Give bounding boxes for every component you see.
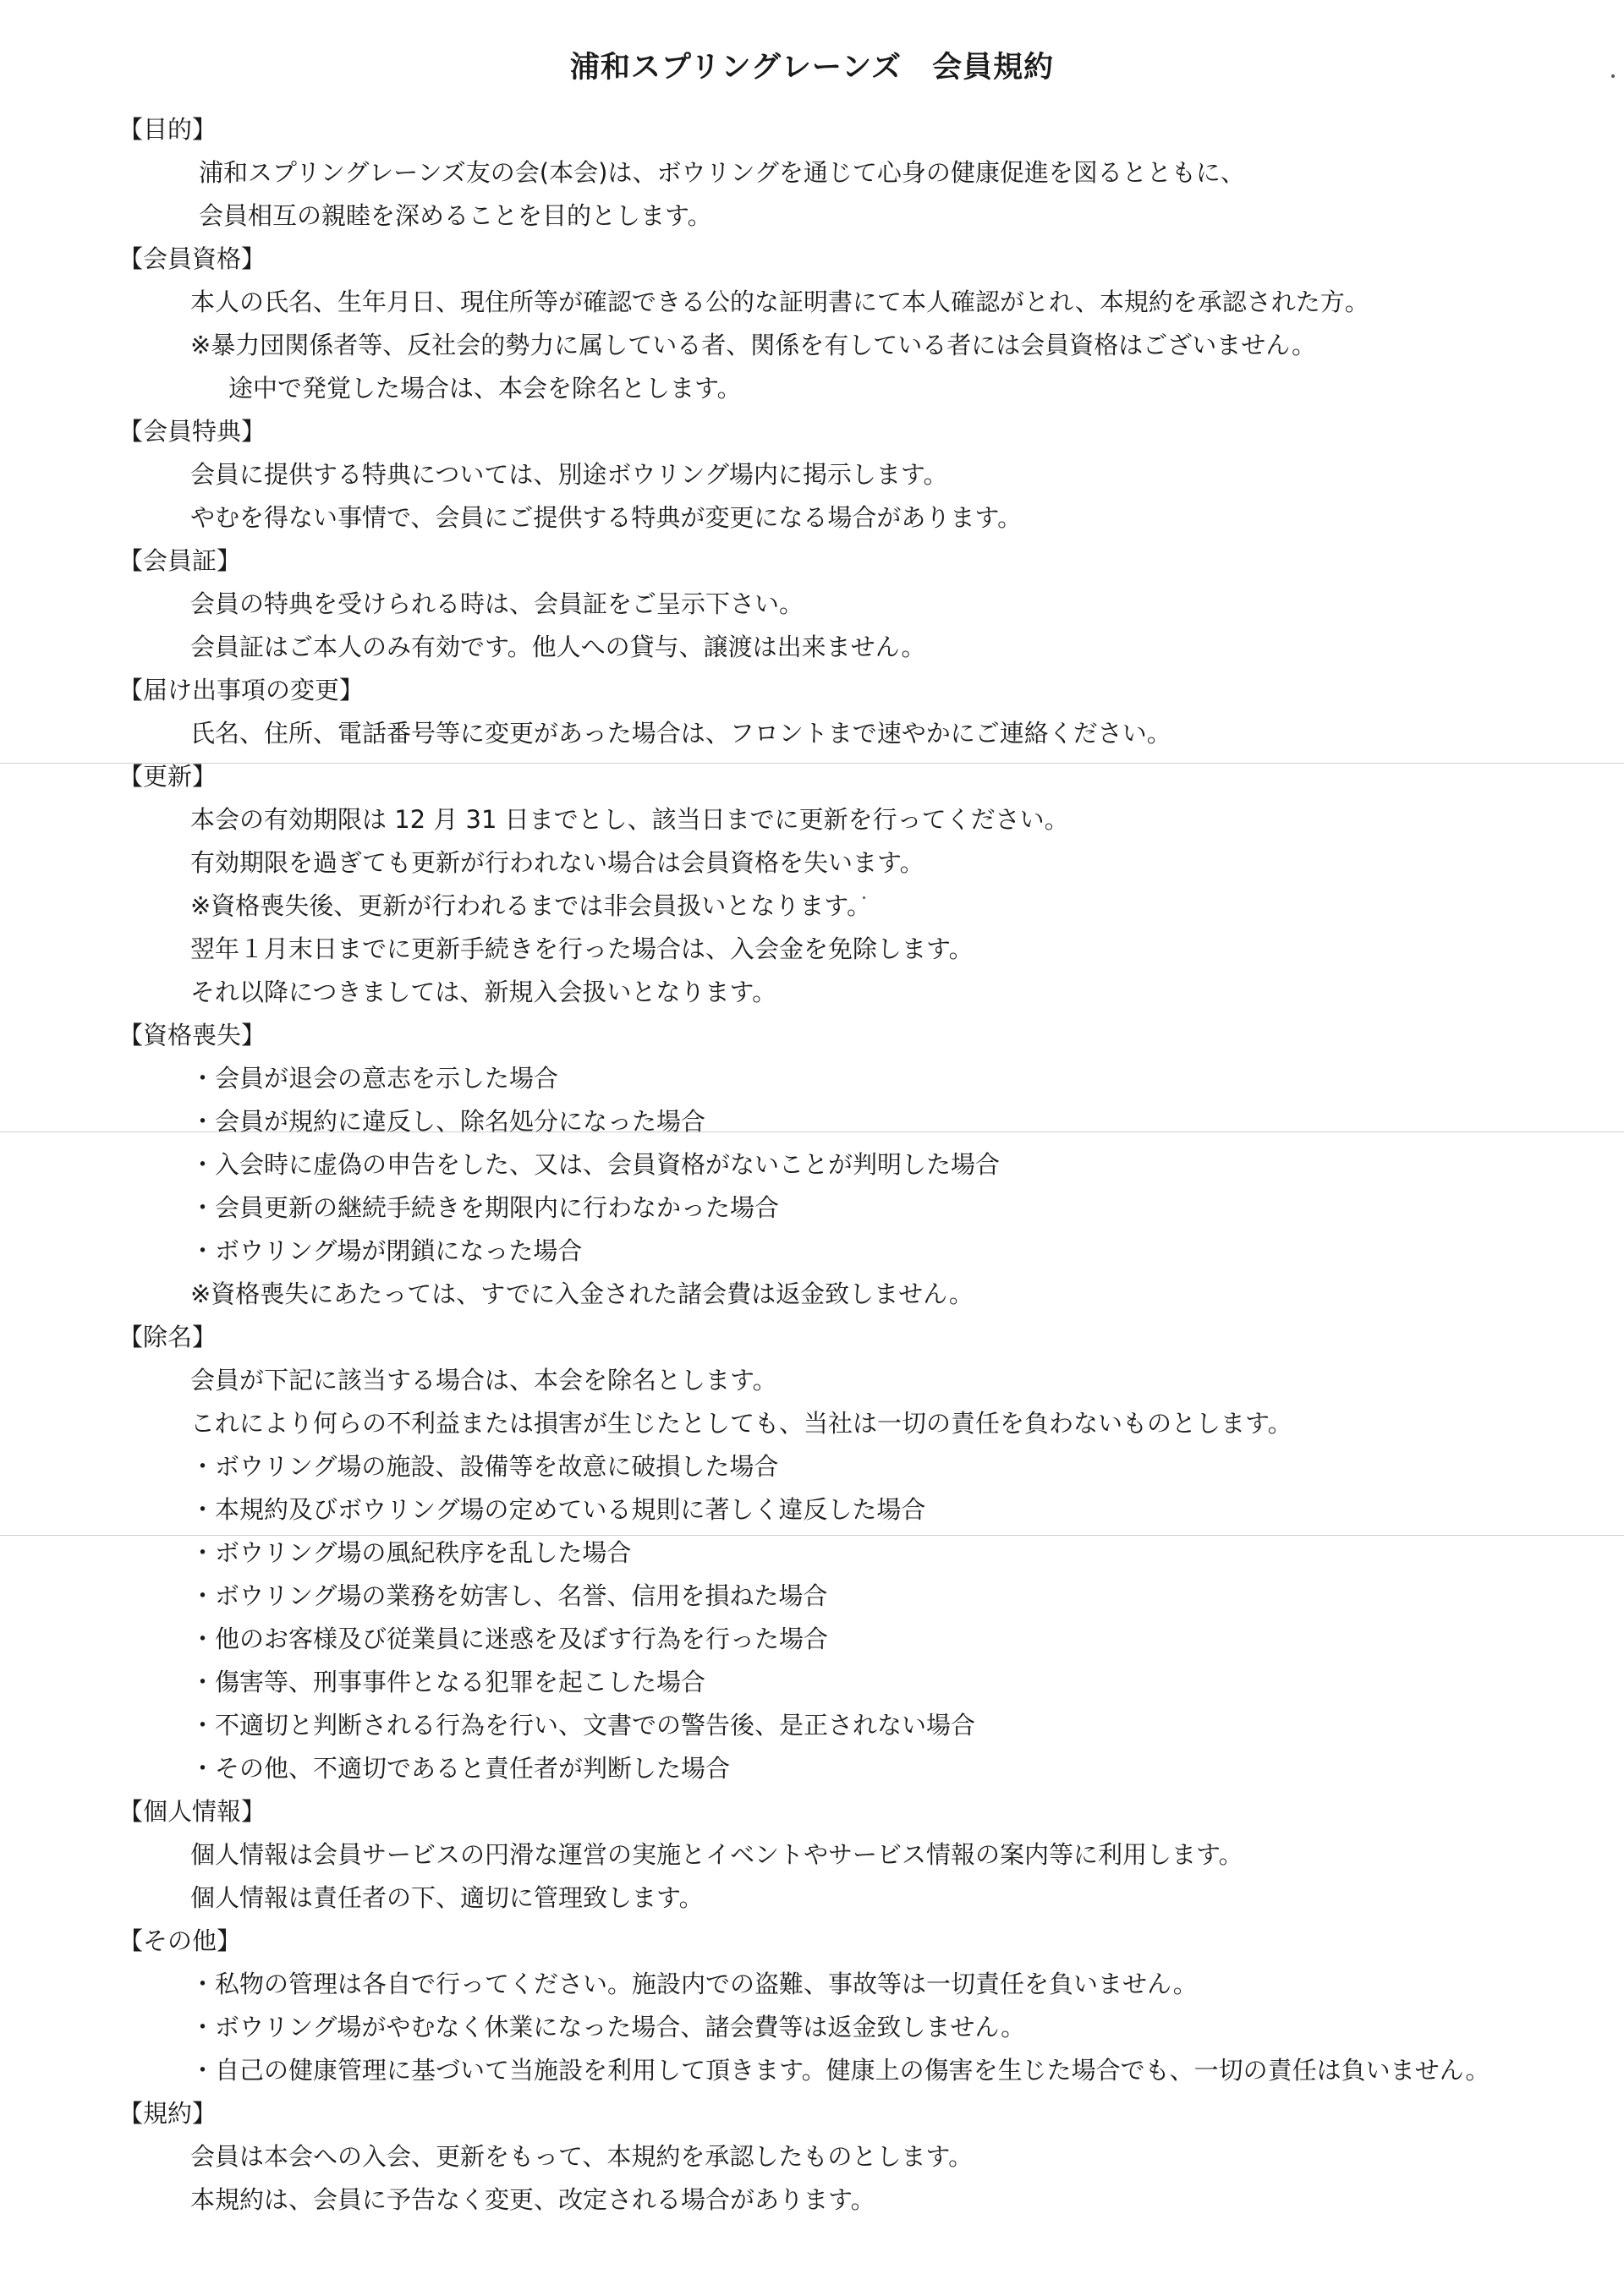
paragraph-line: 有効期限を過ぎても更新が行われない場合は会員資格を失います。 xyxy=(190,848,924,877)
section xyxy=(118,108,1573,238)
paragraph-line: 会員に提供する特典については、別途ボウリング場内に掲示します。 xyxy=(190,460,948,489)
section-heading: 【除名】 xyxy=(118,1323,217,1351)
section xyxy=(118,2092,1573,2222)
list-item: ・ボウリング場が閉鎖になった場合 xyxy=(190,1236,583,1265)
paragraph-line: 本人の氏名、生年月日、現住所等が確認できる公的な証明書にて本人確認がとれ、本規約を承認された方。 xyxy=(190,288,1369,316)
paragraph-line: 翌年１月末日までに更新手続きを行った場合は、入会金を免除します。 xyxy=(190,934,974,963)
list-item: ・私物の管理は各自で行ってください。施設内での盗難、事故等は一切責任を負いません。 xyxy=(190,1970,1198,1998)
section xyxy=(118,1014,1573,1316)
paragraph-line: ※資格喪失にあたっては、すでに入金された諸会費は返金致しません。 xyxy=(190,1280,974,1308)
paragraph-line: 個人情報は責任者の下、適切に管理致します。 xyxy=(190,1883,704,1912)
list-item: ・ボウリング場の施設、設備等を故意に破損した場合 xyxy=(190,1452,779,1481)
paragraph-line: ※資格喪失後、更新が行われるまでは非会員扱いとなります。 xyxy=(190,891,871,920)
section xyxy=(118,410,1573,540)
list-item: ・会員更新の継続手続きを期限内に行わなかった場合 xyxy=(190,1193,780,1222)
paragraph-line: やむを得ない事情で、会員にご提供する特典が変更になる場合があります。 xyxy=(190,503,1023,532)
paragraph-line: 会員は本会への入会、更新をもって、本規約を承認したものとします。 xyxy=(190,2142,974,2171)
section xyxy=(118,669,1573,755)
paragraph-line: 会員相互の親睦を深めることを目的とします。 xyxy=(199,201,712,230)
list-item: ・入会時に虚偽の申告をした、又は、会員資格がないことが判明した場合 xyxy=(190,1150,1001,1179)
list-item: ・会員が規約に違反し、除名処分になった場合 xyxy=(190,1107,706,1136)
section-heading: 【届け出事項の変更】 xyxy=(118,676,365,704)
list-item: ・会員が退会の意志を示した場合 xyxy=(190,1064,559,1093)
paragraph-line: ※暴力団関係者等、反社会的勢力に属している者、関係を有している者には会員資格はございません。 xyxy=(190,331,1317,359)
section-heading: 【資格喪失】 xyxy=(118,1021,266,1049)
section xyxy=(118,755,1573,1014)
section xyxy=(118,238,1573,410)
section xyxy=(118,1920,1573,2092)
paragraph-line: これにより何らの不利益または損害が生じたとしても、当社は一切の責任を負わないものとします。 xyxy=(190,1409,1292,1438)
list-item: ・ボウリング場の風紀秩序を乱した場合 xyxy=(190,1538,632,1567)
section-heading: 【規約】 xyxy=(118,2099,217,2128)
list-item: ・その他、不適切であると責任者が判断した場合 xyxy=(190,1754,731,1783)
document-title: 浦和スプリングレーンズ 会員規約 xyxy=(569,51,1055,85)
section-heading: 【会員証】 xyxy=(118,546,242,575)
list-item: ・不適切と判断される行為を行い、文書での警告後、是正されない場合 xyxy=(190,1711,976,1740)
paragraph-line: 会員の特典を受けられる時は、会員証をご呈示下さい。 xyxy=(190,589,804,618)
document-body xyxy=(118,108,1573,2222)
list-item: ・自己の健康管理に基づいて当施設を利用して頂きます。健康上の傷害を生じた場合でも、一切の責任は負いません。 xyxy=(190,2056,1490,2085)
paragraph-line: それ以降につきましては、新規入会扱いとなります。 xyxy=(190,978,777,1006)
paragraph-line: 個人情報は会員サービスの円滑な運営の実施とイベントやサービス情報の案内等に利用します。 xyxy=(190,1840,1243,1869)
section-heading: 【更新】 xyxy=(118,762,217,791)
section-heading: 【個人情報】 xyxy=(118,1797,266,1826)
paragraph-line: 会員が下記に該当する場合は、本会を除名とします。 xyxy=(190,1366,777,1395)
list-item: ・傷害等、刑事事件となる犯罪を起こした場合 xyxy=(190,1668,706,1696)
paragraph-line: 本会の有効期限は 12 月 31 日までとし、該当日までに更新を行ってください。 xyxy=(190,805,1069,834)
list-item: ・ボウリング場がやむなく休業になった場合、諸会費等は返金致しません。 xyxy=(190,2013,1026,2041)
paragraph-line: 氏名、住所、電話番号等に変更があった場合は、フロントまで速やかにご連絡ください。 xyxy=(190,719,1171,748)
list-item: ・本規約及びボウリング場の定めている規則に著しく違反した場合 xyxy=(190,1495,926,1524)
list-item: ・ボウリング場の業務を妨害し、名誉、信用を損ねた場合 xyxy=(190,1581,828,1610)
section xyxy=(118,1316,1573,1790)
paragraph-line: 浦和スプリングレーンズ友の会(本会)は、ボウリングを通じて心身の健康促進を図るとともに、 xyxy=(199,158,1245,187)
paragraph-line: 本規約は、会員に予告なく変更、改定される場合があります。 xyxy=(190,2185,875,2214)
paragraph-line: 会員証はご本人のみ有効です。他人への貸与、譲渡は出来ません。 xyxy=(190,633,926,661)
section-heading: 【目的】 xyxy=(118,115,217,144)
paragraph-line: 途中で発覚した場合は、本会を除名とします。 xyxy=(228,374,742,403)
section-heading: 【その他】 xyxy=(118,1926,242,1955)
section xyxy=(118,540,1573,669)
section-heading: 【会員特典】 xyxy=(118,417,266,446)
section-heading: 【会員資格】 xyxy=(118,244,266,273)
section xyxy=(118,1790,1573,1920)
list-item: ・他のお客様及び従業員に迷惑を及ぼす行為を行った場合 xyxy=(190,1625,829,1653)
